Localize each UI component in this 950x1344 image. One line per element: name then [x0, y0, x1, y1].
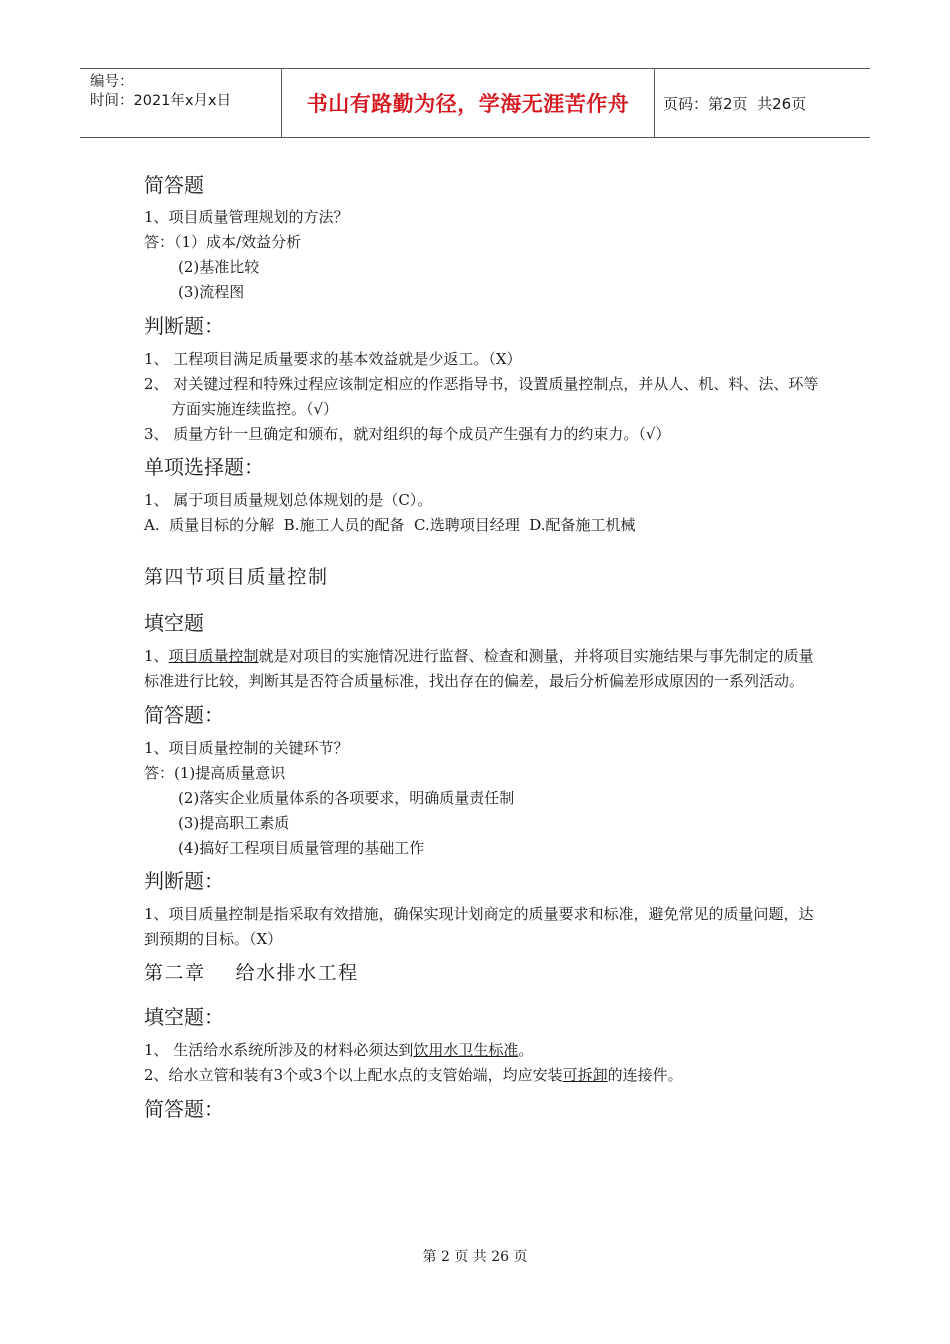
answer-line: (3)流程图: [178, 283, 245, 301]
question: [144, 1038, 824, 1063]
heading-short-answer: 简答题：: [144, 1097, 224, 1121]
answer-line: 答：(1)提高质量意识: [144, 764, 286, 782]
question: 2、 对关键过程和特殊过程应该制定相应的作恶指导书，设置质量控制点，并从人、机、料、法、环等方面实施连续监控。（√）: [144, 375, 819, 418]
question: [144, 1063, 824, 1088]
question: [144, 644, 824, 694]
header-motto: 书山有路勤为径，学海无涯苦作舟: [282, 69, 655, 137]
question: 1、项目质量管理规划的方法？: [144, 208, 349, 226]
page-header: [80, 68, 870, 138]
question: 1、项目质量控制的关键环节？: [144, 739, 349, 757]
question: 1、项目质量控制是指采取有效措施，确保实现计划商定的质量要求和标准，避免常见的质量问题，达到预期的目标。（X）: [144, 905, 814, 948]
heading-true-false: 判断题：: [144, 869, 224, 893]
answer-line: (3)提高职工素质: [178, 814, 290, 832]
header-meta-cell: [80, 69, 282, 137]
header-page-cell: [655, 69, 870, 137]
question-text: 的连接件。: [607, 1066, 683, 1084]
question: 1、 属于项目质量规划总体规划的是（C）。: [144, 491, 433, 509]
heading-short-answer: 简答题：: [144, 703, 224, 727]
question-number: 1、: [144, 647, 169, 665]
chapter-title: 第二章 给水排水工程: [144, 962, 359, 984]
question-text: 2、给水立管和装有3个或3个以上配水点的支管始端，均应安装: [144, 1066, 563, 1084]
choice-options: A. 质量目标的分解 B.施工人员的配备 C.选聘项目经理 D.配备施工机械: [144, 516, 636, 534]
heading-short-answer: 简答题: [144, 173, 204, 197]
heading-fill-blank: 填空题：: [144, 1005, 224, 1029]
document-date: 时间：2021年x月x日: [90, 93, 232, 109]
blank-answer: 饮用水卫生标准: [413, 1041, 519, 1059]
answer-line: 答：（1）成本/效益分析: [144, 233, 302, 251]
document-number-label: 编号：: [90, 74, 134, 90]
question-text: 1、 生活给水系统所涉及的材料必须达到: [144, 1041, 414, 1059]
blank-answer: 可拆卸: [562, 1066, 608, 1084]
page-footer: 第 2 页 共 26 页: [422, 1249, 528, 1265]
header-page-info: 页码：第2页 共26页: [663, 94, 807, 113]
question: 1、 工程项目满足质量要求的基本效益就是少返工。（X）: [144, 350, 522, 368]
answer-line: (4)搞好工程项目质量管理的基础工作: [178, 839, 425, 857]
answer-line: (2)落实企业质量体系的各项要求，明确质量责任制: [178, 789, 515, 807]
question: 3、 质量方针一旦确定和颁布，就对组织的每个成员产生强有力的约束力。（√）: [144, 425, 671, 443]
blank-answer: 项目质量控制: [168, 647, 259, 665]
question-text: 。: [518, 1041, 534, 1059]
section-title: 第四节项目质量控制: [144, 566, 329, 588]
heading-fill-blank: 填空题: [144, 611, 204, 635]
document-body: [144, 168, 824, 1124]
heading-true-false: 判断题：: [144, 314, 224, 338]
question-text: 就是对项目的实施情况进行监督、检查和测量，并将项目实施结果与事先制定的质量标准进行比较，判断其是否符合质量标准，找出存在的偏差，最后分析偏差形成原因的一系列活动。: [144, 647, 814, 690]
answer-line: (2)基准比较: [178, 258, 260, 276]
heading-single-choice: 单项选择题：: [144, 455, 264, 479]
